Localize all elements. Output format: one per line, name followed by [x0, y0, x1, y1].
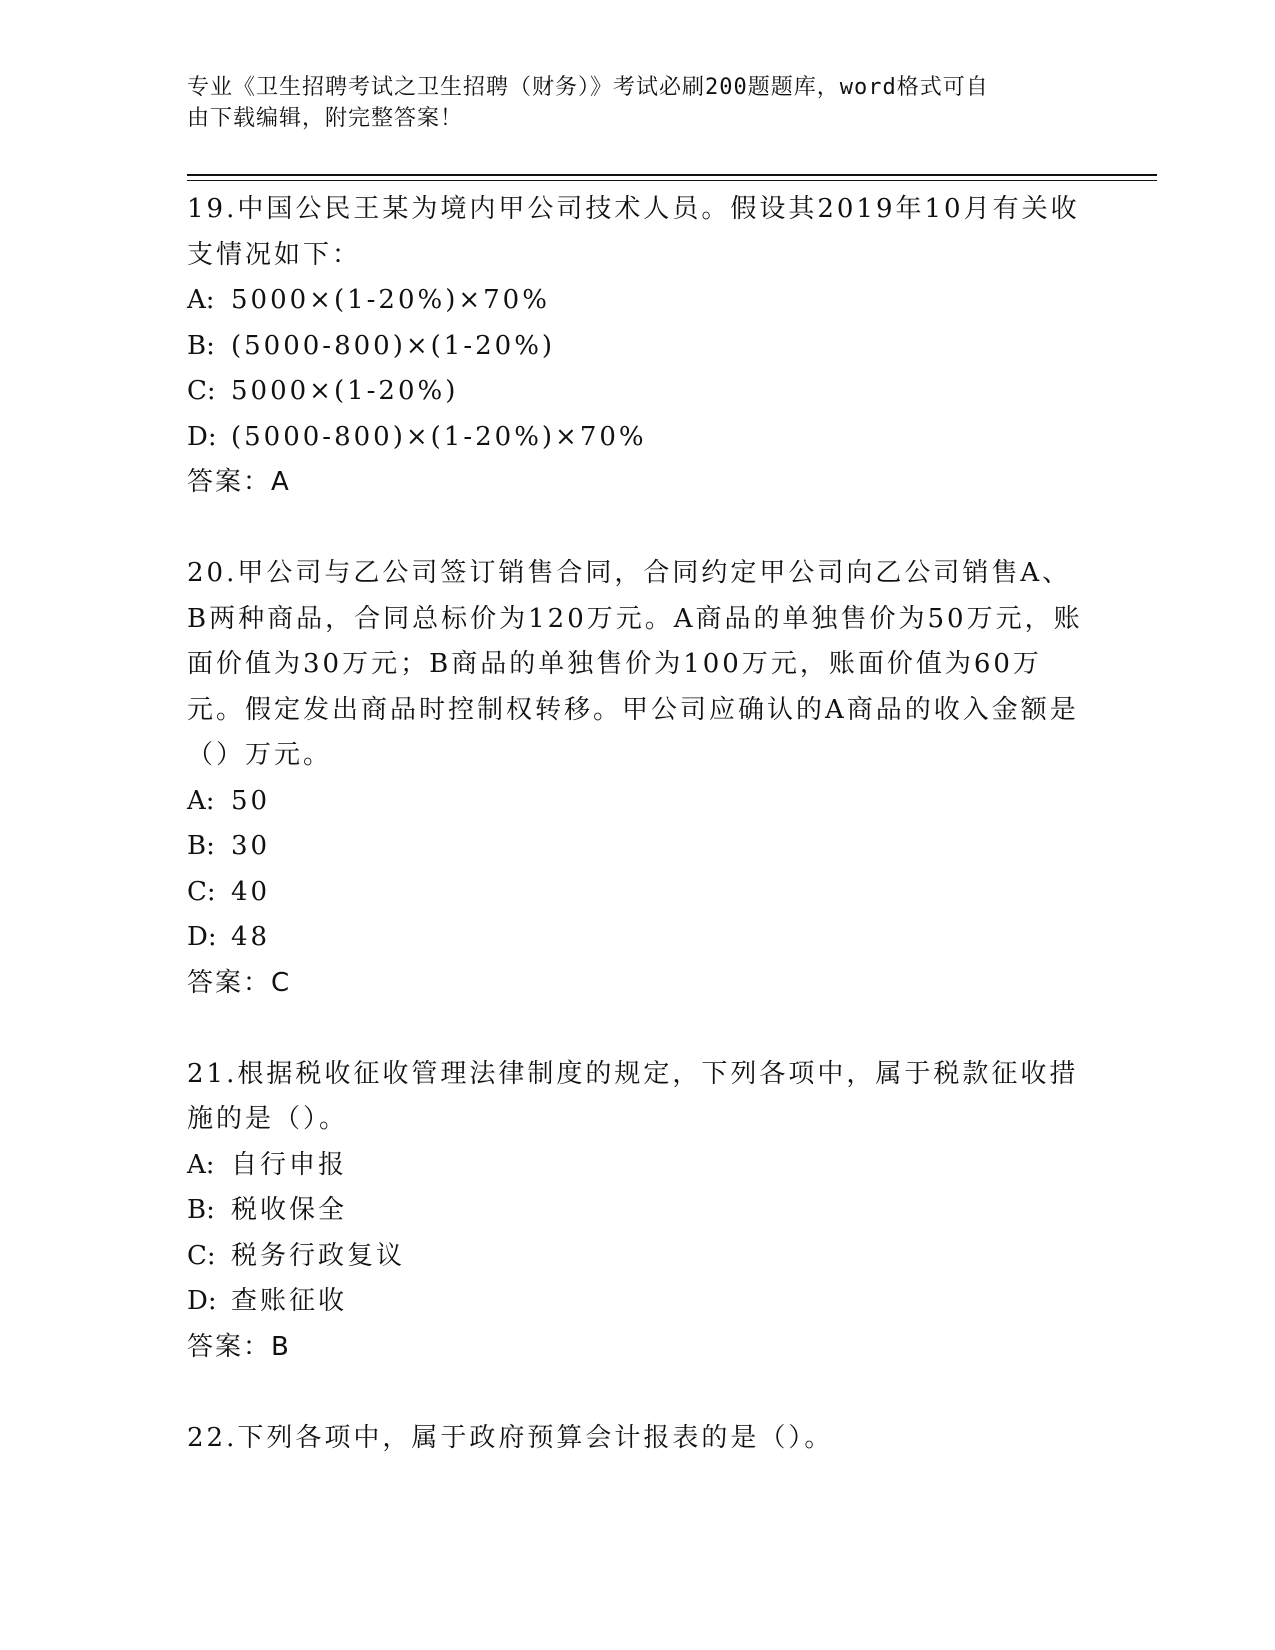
- question-list: [187, 187, 1087, 1461]
- option-value: 5000×(1-20%)×70%: [231, 285, 550, 315]
- option-d: [187, 415, 1087, 461]
- option-value: (5000-800)×(1-20%): [231, 330, 556, 361]
- option-value: 48: [231, 922, 271, 952]
- option-a: [187, 278, 1087, 324]
- option-letter: D:: [187, 922, 217, 952]
- question-text: 22.下列各项中，属于政府预算会计报表的是（）。: [187, 1422, 834, 1453]
- answer-line: 答案：B: [187, 1331, 291, 1362]
- option-c: [187, 1234, 1087, 1280]
- question-text: 20.甲公司与乙公司签订销售合同，合同约定甲公司向乙公司销售A、B两种商品，合同总标价为120万元。A商品的单独售价为50万元，账面价值为30万元；B商品的单独售价为100万元，账面价值为60万元。假定发出商品时控制权转移。甲公司应确认的A商品的收入金额是（）万元。: [187, 558, 1083, 770]
- option-letter: A:: [187, 285, 215, 315]
- header-line-2: 由下载编辑，附完整答案！: [187, 106, 464, 131]
- option-d: [187, 1279, 1087, 1325]
- header-line-1: 专业《卫生招聘考试之卫生招聘（财务）》考试必刷200题题库，word格式可自: [187, 75, 989, 100]
- header-divider-thick: [187, 174, 1157, 176]
- option-a: [187, 1143, 1087, 1189]
- question-19: [187, 187, 1087, 506]
- spacer: [187, 1370, 1087, 1416]
- option-letter: C:: [187, 1240, 216, 1271]
- option-letter: B:: [187, 1195, 215, 1225]
- option-c: [187, 870, 1087, 916]
- option-b: [187, 1188, 1087, 1234]
- option-value: 自行申报: [231, 1149, 348, 1180]
- option-letter: D:: [187, 1286, 217, 1316]
- option-letter: C:: [187, 376, 216, 406]
- option-letter: C:: [187, 876, 216, 907]
- answer-line: 答案：A: [187, 467, 291, 497]
- document-header: [187, 72, 1067, 134]
- question-21: [187, 1052, 1087, 1371]
- option-value: 查账征收: [231, 1286, 348, 1316]
- option-value: 税务行政复议: [231, 1240, 406, 1271]
- option-a: [187, 779, 1087, 825]
- answer-line: 答案：C: [187, 967, 292, 998]
- option-value: 50: [231, 785, 271, 816]
- question-20: [187, 551, 1087, 1006]
- question-text: 21.根据税收征收管理法律制度的规定，下列各项中，属于税款征收措施的是（）。: [187, 1058, 1079, 1134]
- header-divider-thin: [187, 180, 1157, 181]
- option-value: 税收保全: [231, 1195, 348, 1225]
- option-value: 5000×(1-20%): [231, 376, 459, 406]
- option-b: [187, 824, 1087, 870]
- option-letter: B:: [187, 330, 215, 361]
- option-b: [187, 324, 1087, 370]
- option-letter: D:: [187, 421, 217, 452]
- spacer: [187, 1006, 1087, 1052]
- option-letter: A:: [187, 1149, 215, 1180]
- option-value: 40: [231, 876, 271, 907]
- question-22: [187, 1416, 1087, 1462]
- question-text: 19.中国公民王某为境内甲公司技术人员。假设其2019年10月有关收支情况如下：: [187, 194, 1080, 270]
- option-c: [187, 369, 1087, 415]
- option-letter: A:: [187, 785, 215, 816]
- option-d: [187, 915, 1087, 961]
- option-value: 30: [231, 831, 271, 861]
- spacer: [187, 506, 1087, 552]
- option-value: (5000-800)×(1-20%)×70%: [231, 421, 647, 452]
- option-letter: B:: [187, 831, 215, 861]
